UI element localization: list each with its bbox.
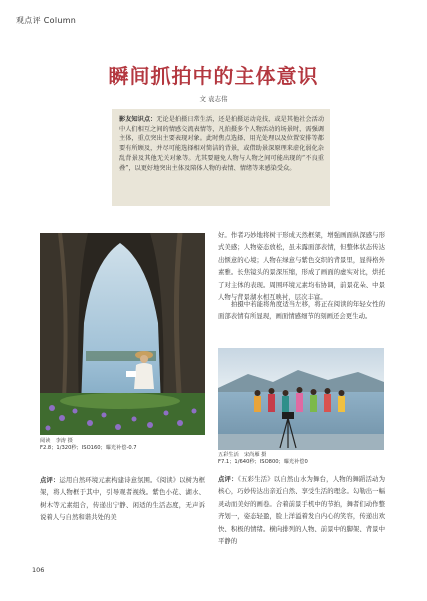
photo-five-color-life <box>218 348 384 450</box>
right-para-1: 好。作者巧妙地将树干形成天然框架，增强画面纵深感与形式美感；人物姿态放松，虽未露面部表情，但整体状态传达出惬意的心境；人物在绿意与紫色交织的背景里，显得格外素雅。长焦镜头的景深压缩，形成了画面的虚实对比，烘托了对主体的表现。周围环境元素均布协调，前景花朵、中景人物与背景湖水相互映衬，层次丰富。 <box>218 231 385 302</box>
column-tag: 观点评 Column <box>16 16 77 25</box>
photo1-caption-title: 阅读 李涛 摄 <box>40 438 73 444</box>
article-title: 瞬间抓拍中的主体意识 <box>108 64 319 88</box>
photo2-caption <box>218 452 384 466</box>
intro-lead: 影友知识点： <box>119 116 157 123</box>
photo1-caption <box>40 438 205 452</box>
right-para-2: 拍摄中若能将角度适当左移，将正在阅读的年轻女性的面部表情有所显现，画面情感细节的刻画还会更生动。 <box>218 300 385 321</box>
right-review-text: 《五彩生活》以自然山水为舞台，人物的舞蹈活动为核心，巧妙传达出亲近自然、享受生活的理念。勾勒出一幅灵动而美好的画卷。合着前景手机中的节拍，舞者们动作整齐划一，姿态轻盈，脸上洋溢着发自内心的笑容，传递出欢快、积极的情绪。横向排列的人物、前景中的脚架、背景中平静的 <box>218 475 385 546</box>
photo-reading <box>40 233 205 435</box>
photo1-caption-exif: F2.8；1/320秒；ISO160；曝光补偿-0.7 <box>40 445 137 451</box>
intro-box <box>112 109 330 206</box>
page-number: 106 <box>32 566 45 574</box>
left-review-text: 运用自然环境元素构建诗意氛围。《阅读》以树为框架，将人物框于其中，引导观者视线。紫色小花、湖水、树木等元素组合，传递出宁静、闲适的生活态度，无声诉说着人与自然和谐共处的美 <box>40 476 205 522</box>
photo2-caption-title: 五彩生活 宋尚雁 摄 <box>218 452 267 458</box>
right-review <box>218 473 385 547</box>
byline: 文 袁志伟 <box>199 95 228 103</box>
left-review-lead: 点评： <box>40 476 60 484</box>
photo2-caption-exif: F7.1；1/640秒；ISO800；曝光补偿0 <box>218 459 308 465</box>
right-review-lead: 点评： <box>218 475 238 483</box>
left-review <box>40 474 205 524</box>
intro-text: 无论是拍摄日常生活，还是拍摄运动竞技，或是其他社会活动中人们相互之间的情感交流表情等，凡拍摄多个人物活动的场景时，需强调主体，重点突出主要表现对象。此时焦点选择、用光处理以及位置安排等都要有所顾及，并尽可能选择相对简洁的背景，或借助景深原理来虚化弱化杂乱背景及其他无关对象等。尤其要避免人物与人物之间可能出现的“不良重叠”，以更好地突出主体及陪体人物的表情、情绪等来感染受众。 <box>119 116 325 172</box>
